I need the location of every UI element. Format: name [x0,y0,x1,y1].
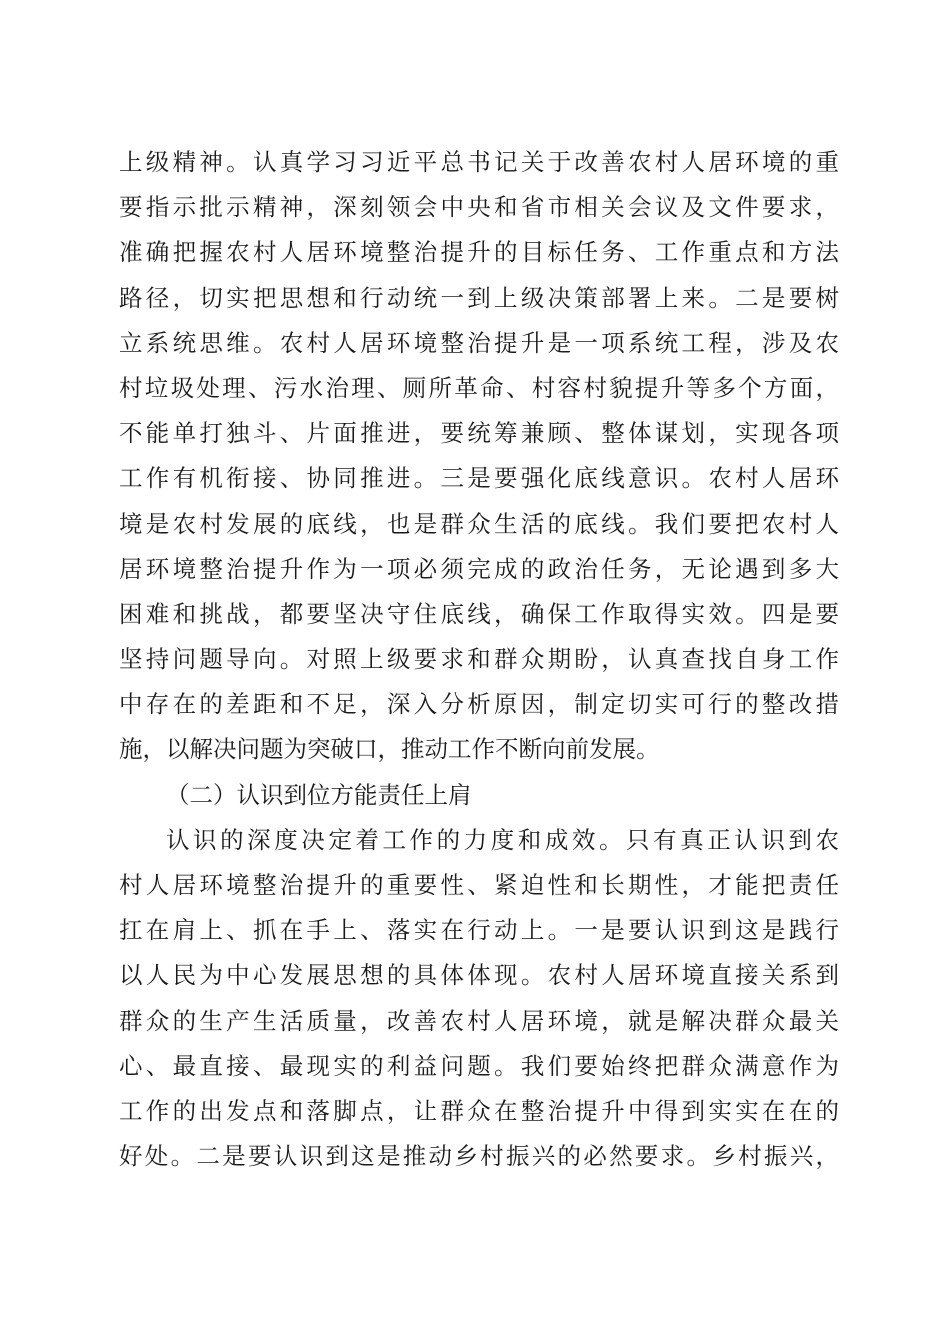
paragraph-line: 境是农村发展的底线，也是群众生活的底线。我们要把农村人 [119,509,839,538]
paragraph-2 [119,818,839,1180]
paragraph-line: 上级精神。认真学习习近平总书记关于改善农村人居环境的重 [119,148,839,176]
paragraph-line: 要指示批示精神，深刻领会中央和省市相关会议及文件要求， [119,193,839,222]
paragraph-line: 居环境整治提升作为一项必须完成的政治任务，无论遇到多大 [119,554,839,583]
paragraph-line: 以人民为中心发展思想的具体体现。农村人居环境直接关系到 [119,961,839,990]
paragraph-line: 认识的深度决定着工作的力度和成效。只有真正认识到农 [166,825,839,854]
paragraph-line: 工作有机衔接、协同推进。三是要强化底线意识。农村人居环 [119,464,839,493]
paragraph-line: 群众的生产生活质量，改善农村人居环境，就是解决群众最关 [119,1006,839,1035]
paragraph-line: 村人居环境整治提升的重要性、紧迫性和长期性，才能把责任 [119,871,839,899]
paragraph-line: 路径，切实把思想和行动统一到上级决策部署上来。二是要树 [119,283,839,312]
paragraph-line: 施，以解决问题为突破口，推动工作不断向前发展。 [119,735,660,764]
paragraph-line: 不能单打独斗、片面推进，要统筹兼顾、整体谋划，实现各项 [119,419,839,448]
paragraph-line: 准确把握农村人居环境整治提升的目标任务、工作重点和方法 [119,238,839,267]
section-heading: （二）认识到位方能责任上肩 [166,780,472,809]
paragraph-line: 心、最直接、最现实的利益问题。我们要始终把群众满意作为 [119,1051,839,1080]
paragraph-line: 扛在肩上、抓在手上、落实在行动上。一是要认识到这是践行 [119,916,839,945]
paragraph-line: 坚持问题导向。对照上级要求和群众期盼，认真查找自身工作 [119,645,839,674]
document-body [119,140,839,1179]
paragraph-line: 工作的出发点和落脚点，让群众在整治提升中得到实实在在的 [119,1096,839,1125]
paragraph-line: 村垃圾处理、污水治理、厕所革命、村容村貌提升等多个方面， [119,373,839,402]
paragraph-line: 立系统思维。农村人居环境整治提升是一项系统工程，涉及农 [119,328,839,357]
paragraph-1 [119,140,839,773]
paragraph-line: 好处。二是要认识到这是推动乡村振兴的必然要求。乡村振兴， [119,1142,839,1171]
paragraph-line: 困难和挑战，都要坚决守住底线，确保工作取得实效。四是要 [119,599,839,628]
paragraph-line: 中存在的差距和不足，深入分析原因，制定切实可行的整改措 [119,690,839,719]
